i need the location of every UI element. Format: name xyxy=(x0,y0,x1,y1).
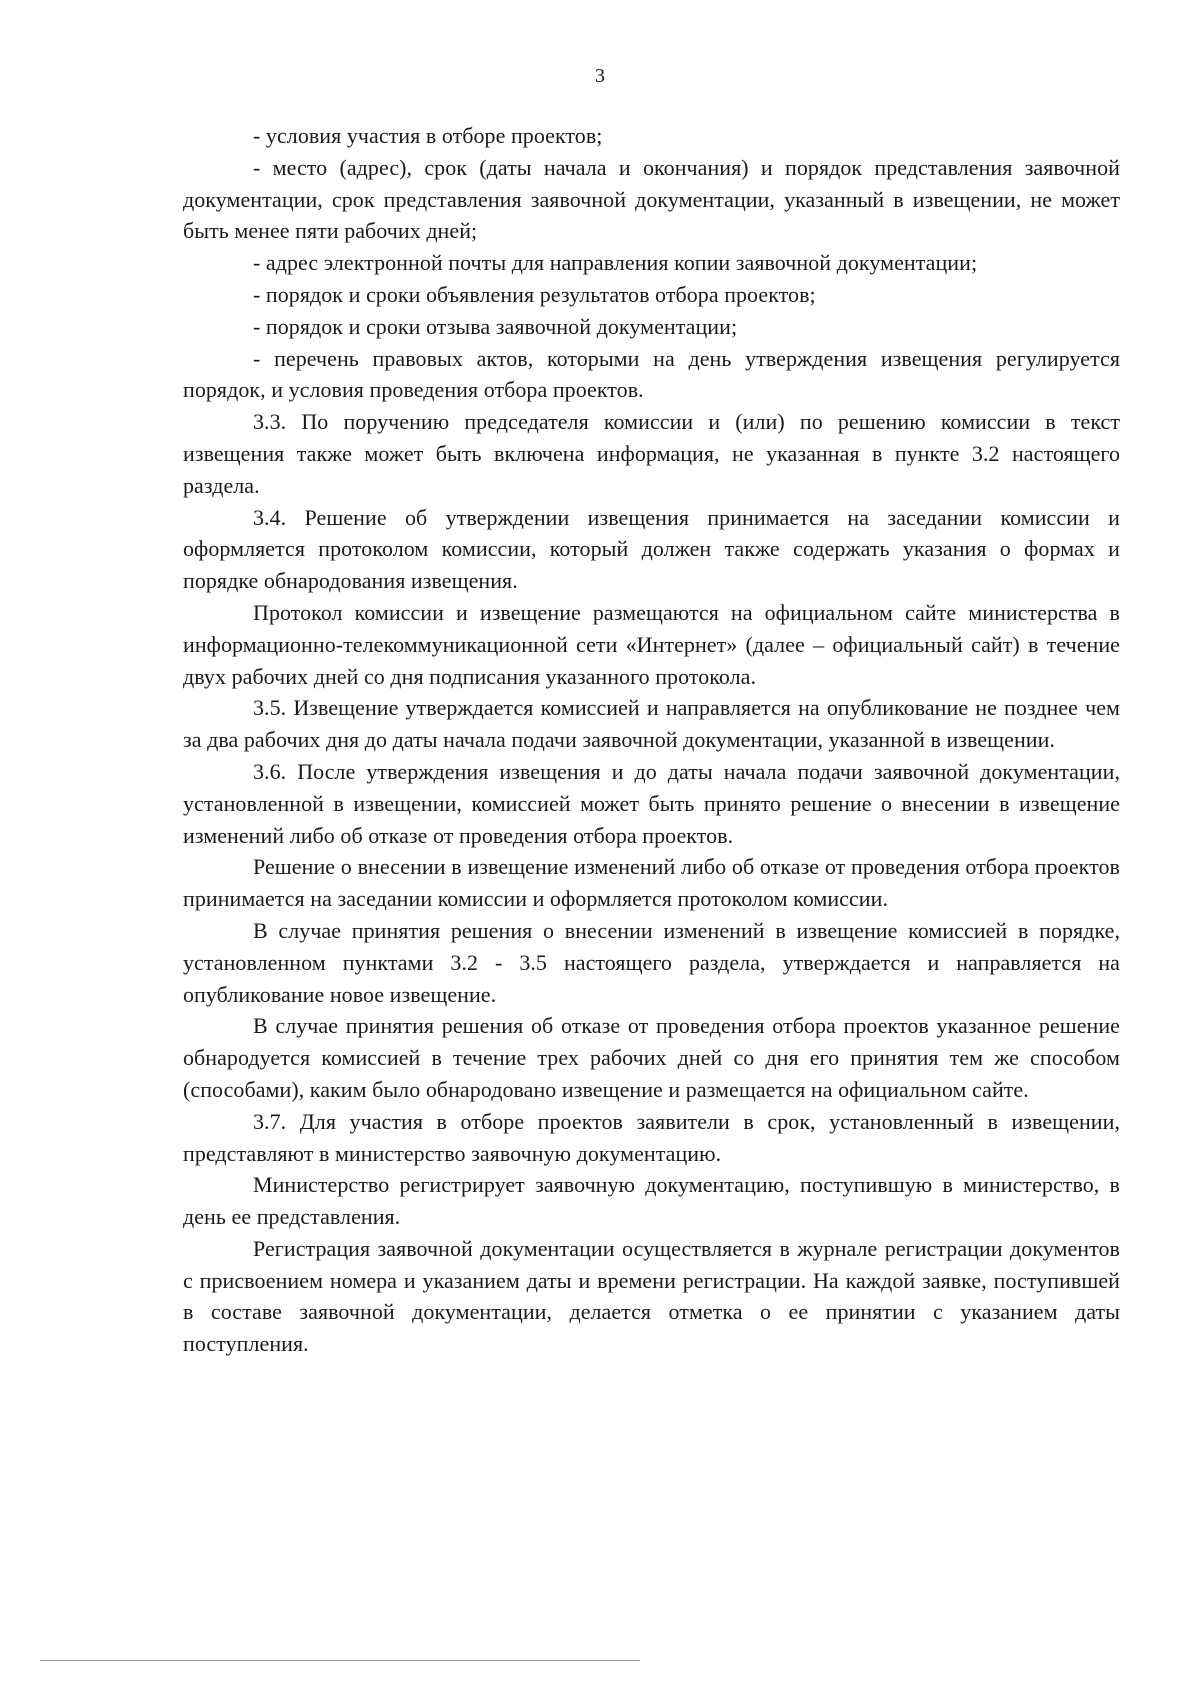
footer-divider xyxy=(40,1660,640,1661)
paragraph: 3.4. Решение об утверждении извещения принимается на заседании комиссии и оформляется протоколом комиссии, который должен также содержать указания о формах и порядке обнародования извещения. xyxy=(183,504,1120,594)
paragraph: - порядок и сроки отзыва заявочной документации; xyxy=(253,313,738,339)
paragraph: Протокол комиссии и извещение размещаются на официальном сайте министерства в информационно-телекоммуникационной сети «Интернет» (далее – официальный сайт) в течение двух рабочих дней со дня подписания указанного протокола. xyxy=(183,599,1120,689)
paragraph: 3.7. Для участия в отборе проектов заявители в срок, установленный в извещении, представляют в министерство заявочную документацию. xyxy=(183,1108,1120,1166)
paragraph: 3.3. По поручению председателя комиссии и (или) по решению комиссии в текст извещения также может быть включена информация, не указанная в пункте 3.2 настоящего раздела. xyxy=(183,409,1120,498)
paragraph: Министерство регистрирует заявочную документацию, поступившую в министерство, в день ее представления. xyxy=(183,1172,1120,1230)
page-number: 3 xyxy=(595,65,605,87)
paragraph: - адрес электронной почты для направления копии заявочной документации; xyxy=(253,250,978,276)
paragraph: Решение о внесении в извещение изменений либо об отказе от проведения отбора проектов принимается на заседании комиссии и оформляется протоколом комиссии. xyxy=(183,854,1120,912)
document-body xyxy=(183,120,1120,1360)
paragraph: Регистрация заявочной документации осуществляется в журнале регистрации документов с присвоением номера и указанием даты и времени регистрации. На каждой заявке, поступившей в составе заявочной документации, делается отметка о ее принятии с указанием даты поступления. xyxy=(183,1235,1120,1357)
paragraph: - условия участия в отборе проектов; xyxy=(253,123,603,148)
paragraph: В случае принятия решения об отказе от проведения отбора проектов указанное решение обнародуется комиссией в течение трех рабочих дней со дня его принятия тем же способом (способами), каким было обнародовано извещение и размещается на официальном сайте. xyxy=(183,1013,1120,1102)
paragraph: 3.5. Извещение утверждается комиссией и направляется на опубликование не позднее чем за два рабочих дня до даты начала подачи заявочной документации, указанной в извещении. xyxy=(183,695,1120,753)
paragraph: В случае принятия решения о внесении изменений в извещение комиссией в порядке, установленном пунктами 3.2 - 3.5 настоящего раздела, утверждается и направляется на опубликование новое извещение. xyxy=(183,917,1120,1007)
paragraph: - порядок и сроки объявления результатов отбора проектов; xyxy=(253,281,816,307)
paragraph: 3.6. После утверждения извещения и до даты начала подачи заявочной документации, установленной в извещении, комиссией может быть принято решение о внесении в извещение изменений либо об отказе от проведения отбора проектов. xyxy=(183,758,1120,848)
paragraph: - место (адрес), срок (даты начала и окончания) и порядок представления заявочной документации, срок представления заявочной документации, указанный в извещении, не может быть менее пяти рабочих дней; xyxy=(183,154,1120,244)
paragraph: - перечень правовых актов, которыми на день утверждения извещения регулируется порядок, и условия проведения отбора проектов. xyxy=(183,345,1120,403)
